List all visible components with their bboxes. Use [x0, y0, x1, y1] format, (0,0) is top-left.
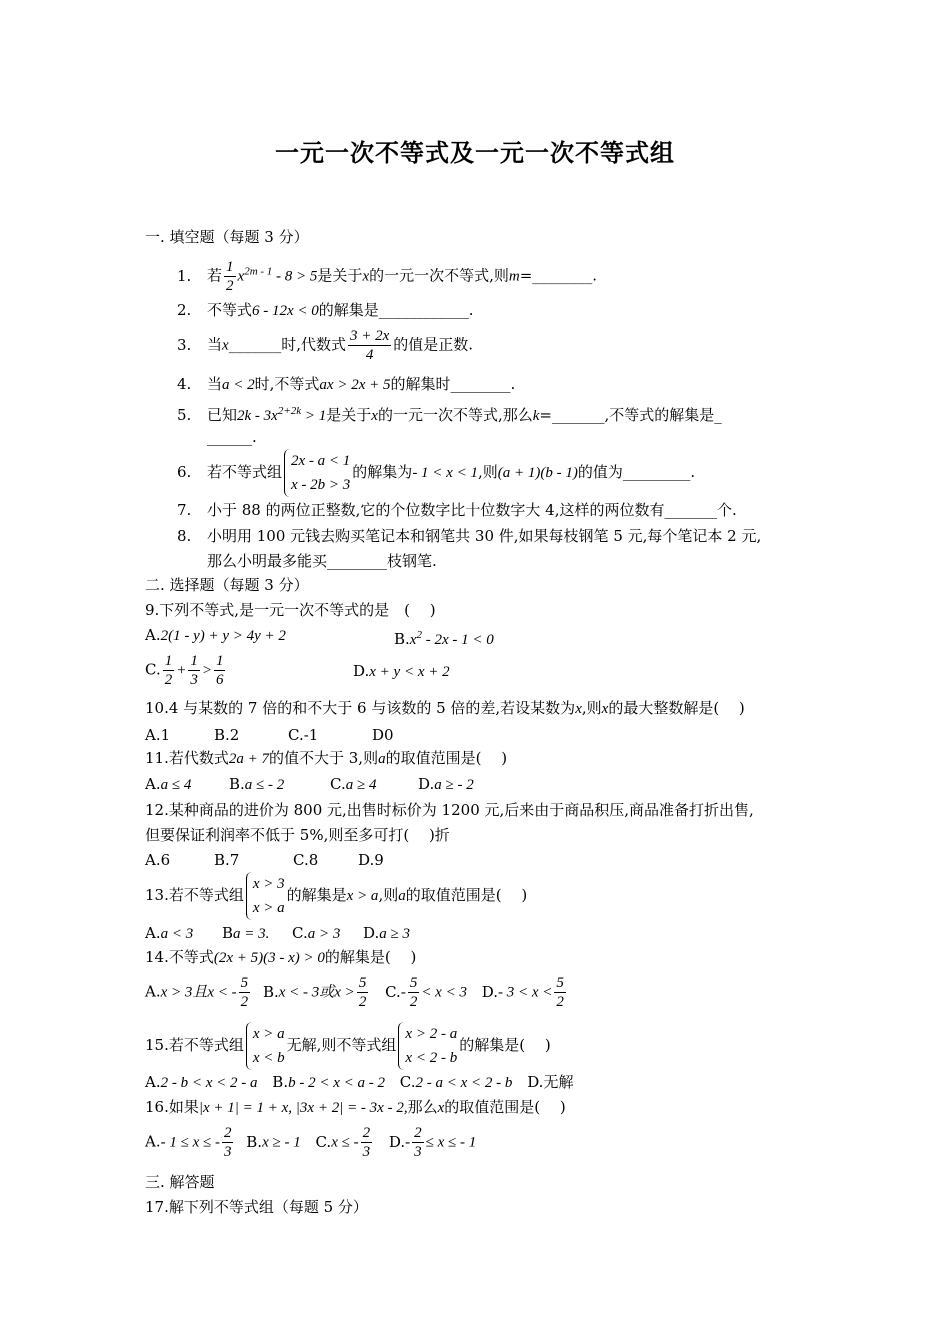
- question-13-option-c: C.a > 3: [292, 924, 341, 942]
- question-12-continued: 但要保证利润率不低于 5%,则至多可打( )折: [145, 826, 450, 844]
- question-13-option-a: A.a < 3: [145, 924, 194, 942]
- question-12-option-a: A.6: [145, 851, 171, 869]
- question-12-option-d: D.9: [358, 851, 384, 869]
- question-12-option-b: B.7: [214, 851, 240, 869]
- question-12: 12.某种商品的进价为 800 元,出售时标价为 1200 元,后来由于商品积压,商品准备打折出售,: [145, 801, 754, 819]
- question-1: 1. 若 $\frac{1}{2}$ $x^{2m - 1} - 8 > 5$是关于x的一元一次不等式,则m=________.: [177, 259, 598, 294]
- question-10-option-a: A.1: [145, 726, 171, 744]
- question-11-option-b: B.a ≤ - 2: [229, 775, 285, 793]
- question-10-option-d: D0: [372, 726, 394, 744]
- question-16-options: A.- 1 ≤ x ≤ - $\frac{2}{3}$ B.x ≥ - 1 C.x ≤ - $\frac{2}{3}$ D.- $\frac{2}{3}$ ≤ x ≤ - 1: [145, 1125, 477, 1160]
- question-9: 9.下列不等式,是一元一次不等式的是 ( ): [145, 601, 436, 619]
- question-13-option-d: D.a ≥ 3: [363, 924, 410, 942]
- question-9-option-b: $B.x^2 - 2x - 1 < 0$: [394, 629, 494, 648]
- question-9-option-d: D.x + y < x + 2: [353, 662, 450, 680]
- question-8-continued: 那么小明最多能买________枝钢笔.: [207, 552, 437, 570]
- question-15-options: A.2 - b < x < 2 - a B.b - 2 < x < a - 2 C.2 - a < x < 2 - b D.无解: [145, 1073, 574, 1091]
- question-13-option-b: Ba = 3.: [222, 924, 270, 942]
- question-10-option-b: B.2: [214, 726, 240, 744]
- page-title: 一元一次不等式及一元一次不等式组: [275, 139, 675, 167]
- question-11-option-a: A.a ≤ 4: [145, 775, 192, 793]
- question-10: 10.4 与某数的 7 倍的和不大于 6 与该数的 5 倍的差,若设某数为x,则x的最大整数解是( ): [145, 699, 745, 717]
- question-10-option-c: C.-1: [288, 726, 319, 744]
- question-11: 11.若代数式2a + 7的值不大于 3,则a的取值范围是( ): [145, 749, 508, 767]
- question-5: 5. 已知$2k - 3x^{2+2k} > 1$是关于x的一元一次不等式,那么k=_______,不等式的解集是_: [177, 405, 722, 424]
- question-12-option-c: C.8: [293, 851, 319, 869]
- question-9-option-c: C. $\frac{1}{2}$ + $\frac{1}{3}$ > $\frac{1}{6}$: [145, 653, 224, 688]
- question-16: 16.如果|x + 1| = 1 + x, |3x + 2| = - 3x - 2,那么x的取值范围是( ): [145, 1098, 566, 1116]
- question-4: 4. 当a < 2时,不等式ax > 2x + 5的解集时________.: [177, 375, 516, 393]
- question-8: 8. 小明用 100 元钱去购买笔记本和钢笔共 30 件,如果每枝钢笔 5 元,每个笔记本 2 元,: [177, 527, 762, 545]
- question-15: 15.若不等式组 x > a x < b 无解,则不等式组 x > 2 - a x < 2 - b 的解集是( ): [145, 1022, 551, 1070]
- question-7: 7. 小于 88 的两位正整数,它的个位数字比十位数字大 4,这样的两位数有_______个.: [177, 501, 737, 519]
- question-5-continued: ______.: [207, 428, 257, 446]
- question-9-option-a: A.2(1 - y) + y > 4y + 2: [145, 626, 286, 644]
- question-3: 3. 当x_______时,代数式 $\frac{3 + 2x}{4}$ 的值是正数.: [177, 328, 474, 363]
- question-17: 17.解下列不等式组（每题 5 分）: [145, 1198, 368, 1216]
- question-11-option-c: C.a ≥ 4: [330, 775, 377, 793]
- question-14: 14.不等式(2x + 5)(3 - x) > 0的解集是( ): [145, 948, 417, 966]
- question-6: 6. 若不等式组 2x - a < 1 x - 2b > 3 的解集为- 1 < x < 1,则(a + 1)(b - 1)的值为_________.: [177, 449, 695, 497]
- question-14-options: A.x > 3且x < - $\frac{5}{2}$ B.x < - 3或x > $\frac{5}{2}$ C.- $\frac{5}{2}$ < x < 3 D.- 3 < x < $\frac{5}{2}$: [145, 975, 564, 1010]
- section-heading-solve: 三. 解答题: [145, 1173, 215, 1191]
- question-2: 2. 不等式6 - 12x < 0的解集是____________.: [177, 301, 474, 319]
- section-heading-choice: 二. 选择题（每题 3 分）: [145, 576, 309, 594]
- section-heading-fill: 一. 填空题（每题 3 分）: [145, 228, 309, 246]
- question-11-option-d: D.a ≥ - 2: [418, 775, 474, 793]
- question-13: 13.若不等式组 x > 3 x > a 的解集是x > a,则a的取值范围是( ): [145, 872, 527, 920]
